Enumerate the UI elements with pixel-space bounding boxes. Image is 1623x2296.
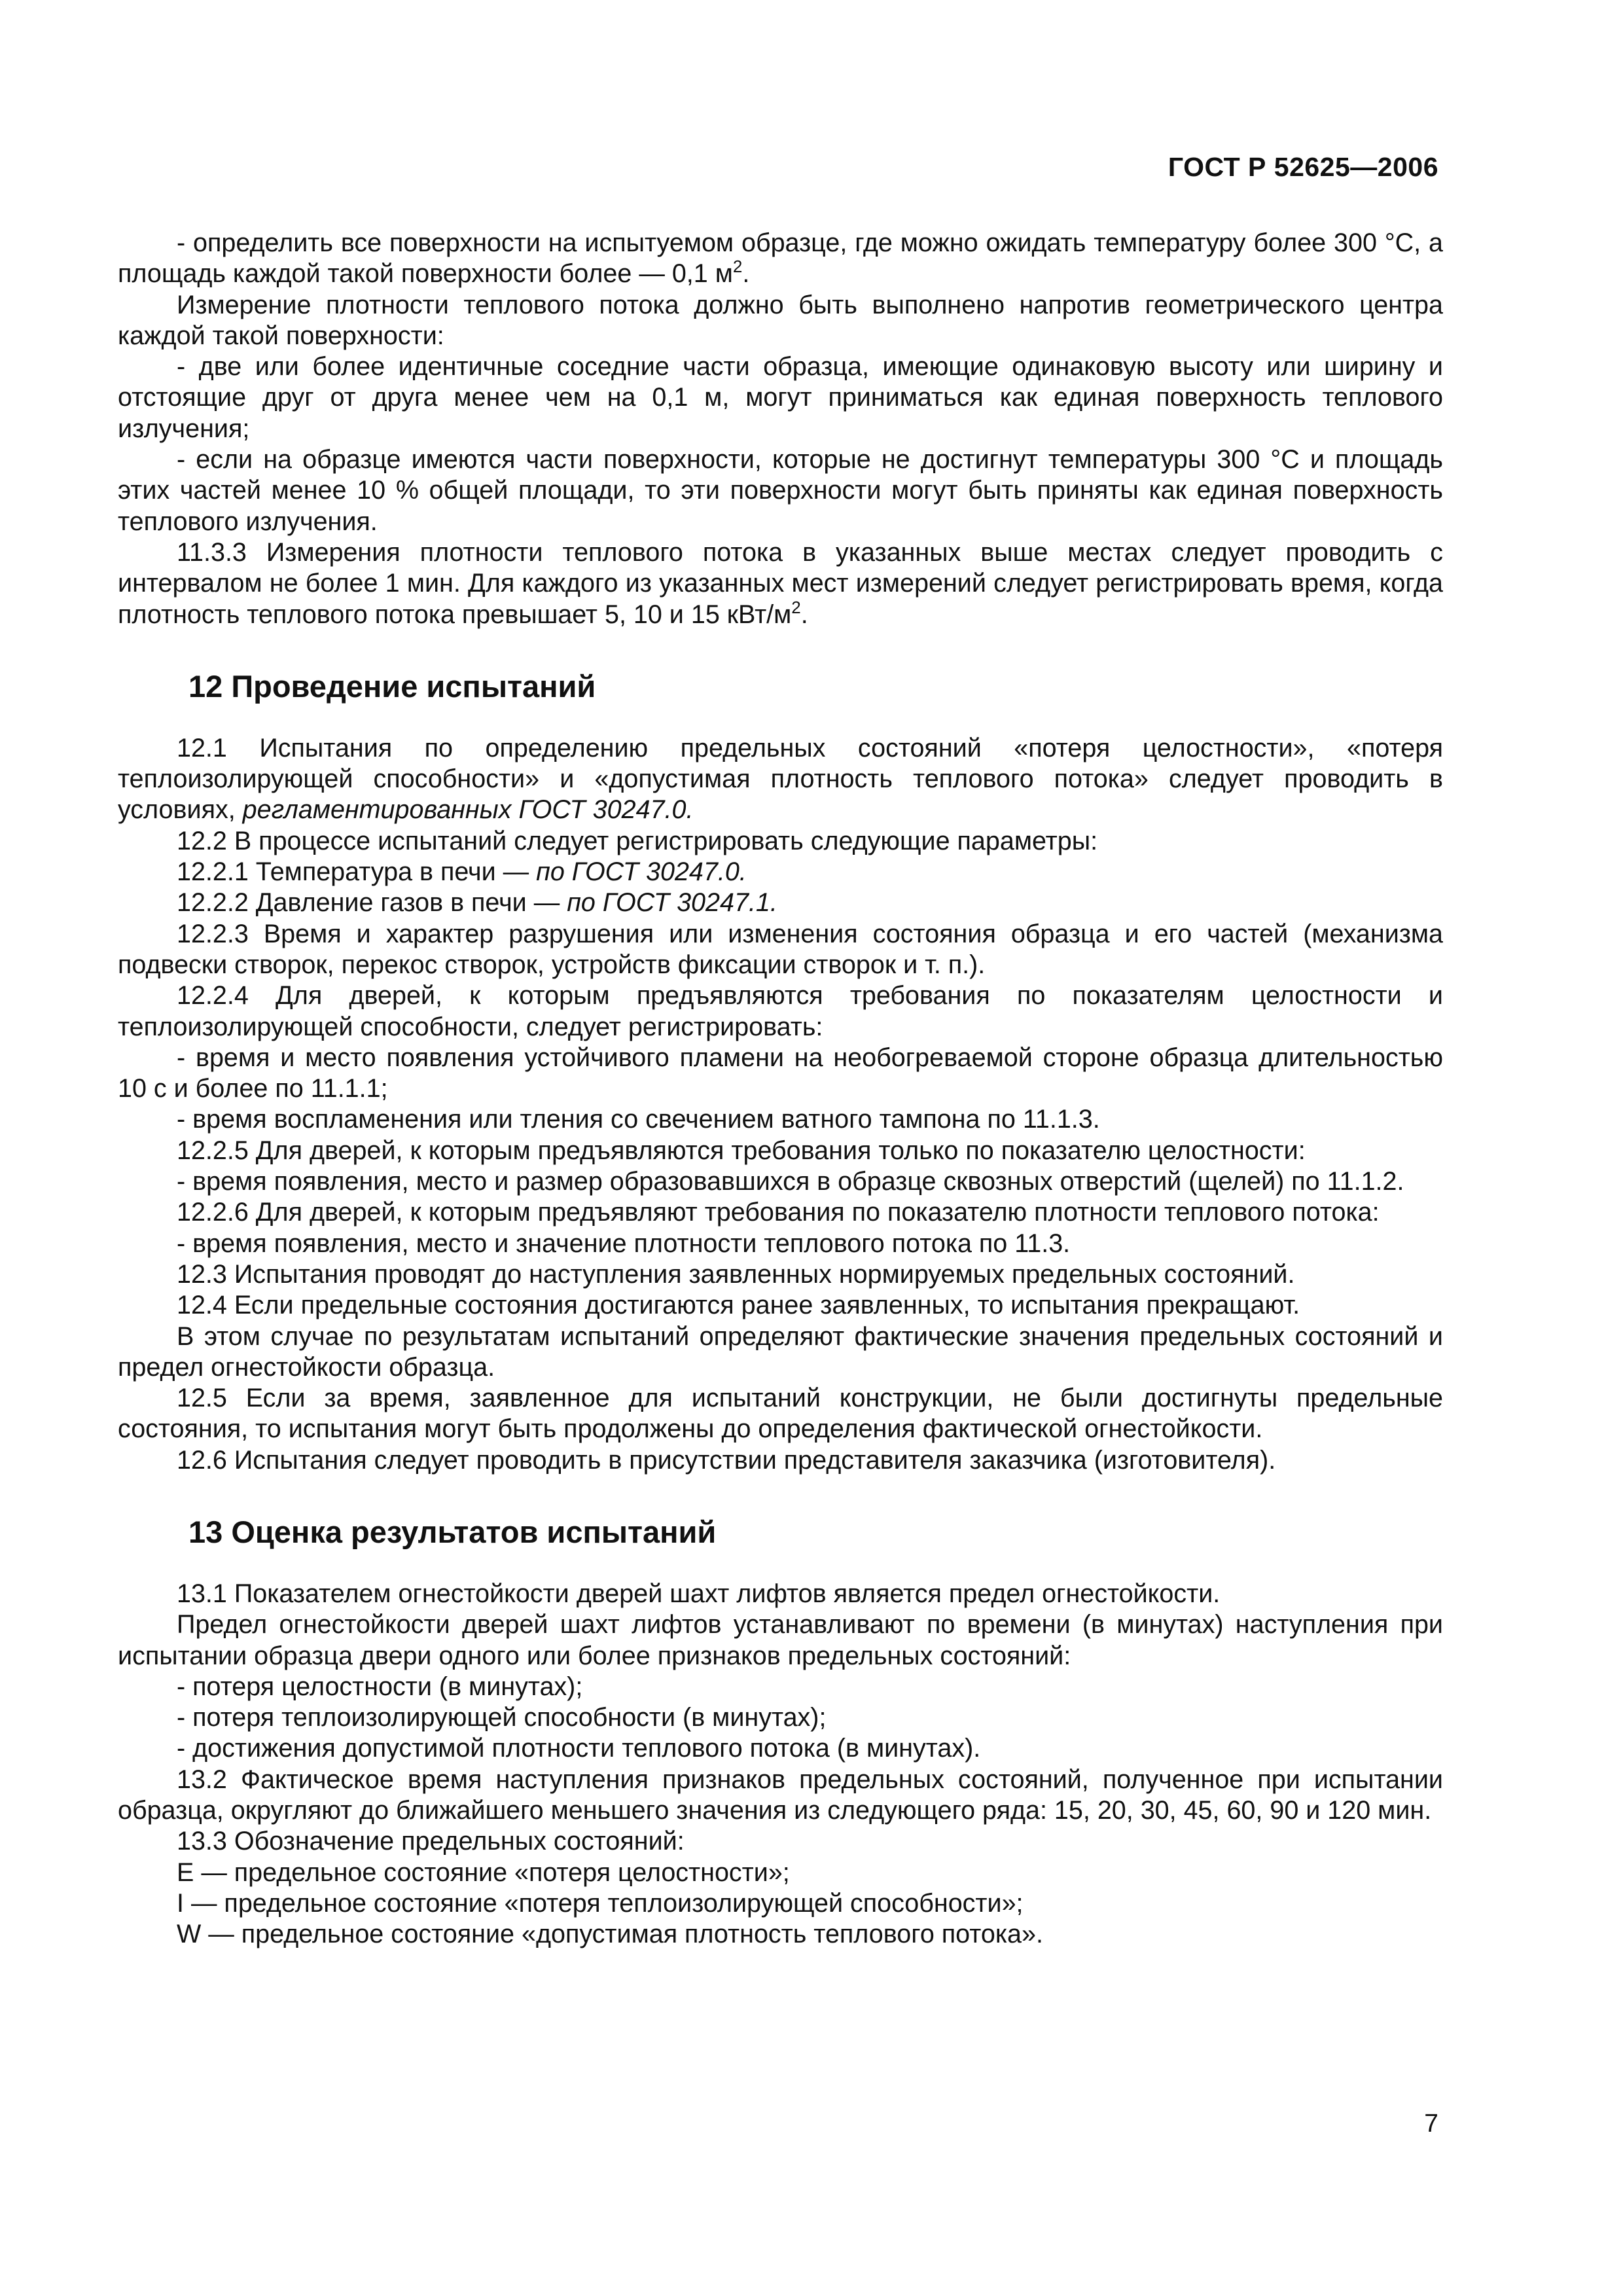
paragraph-12-2-3: 12.2.3 Время и характер разрушения или изменения состояния образца и его частей (механизма подвески створок, перекос створок, устройств фиксации створок и т. п.). bbox=[118, 919, 1443, 979]
list-item-heat-flux-limit: - достижения допустимой плотности теплового потока (в минутах). bbox=[177, 1734, 981, 1763]
paragraph-12-2-2 bbox=[118, 888, 1443, 918]
paragraph-text: 12.2.2 Давление газов в печи — bbox=[177, 888, 567, 918]
document-code-header: ГОСТ Р 52625—2006 bbox=[1168, 152, 1438, 182]
standard-reference: по ГОСТ 30247.1. bbox=[567, 888, 777, 918]
paragraph-12-3: 12.3 Испытания проводят до наступления заявленных нормируемых предельных состояний. bbox=[177, 1259, 1295, 1289]
paragraph-13-3: 13.3 Обозначение предельных состояний: bbox=[177, 1827, 685, 1856]
list-item-12-2-4-tampon: - время воспламенения или тления со свечением ватного тампона по 11.1.3. bbox=[177, 1105, 1100, 1134]
paragraph-11-3-3 bbox=[118, 537, 1443, 630]
list-item-12-2-5-openings: - время появления, место и размер образовавшихся в образце сквозных отверстий (щелей) по 11.1.2. bbox=[177, 1167, 1404, 1196]
superscript: 2 bbox=[732, 257, 743, 277]
paragraph-identical-parts: - две или более идентичные соседние части образца, имеющие одинаковую высоту или ширину и отстоящие друг от друга менее чем на 0,1 м, могут приниматься как единая поверхность теплового излучения; bbox=[118, 352, 1443, 443]
paragraph-surface-parts: - если на образце имеются части поверхности, которые не достигнут температуры 300 °С и площадь этих частей менее 10 % общей площади, то эти поверхности могут быть приняты как единая поверхность теплового излучения. bbox=[118, 445, 1443, 536]
section-heading-12: 12 Проведение испытаний bbox=[188, 668, 596, 704]
paragraph-12-5: 12.5 Если за время, заявленное для испытаний конструкции, не были достигнуты предельные состояния, то испытания могут быть продолжены до определения фактической огнестойкости. bbox=[118, 1384, 1443, 1444]
paragraph-text: . bbox=[742, 259, 750, 289]
paragraph-text: 12.1 Испытания по определению предельных состояний «потеря целостности», «потеря теплоизолирующей способности» и «допустимая плотность теплового потока» следует проводить в условиях, bbox=[118, 733, 1443, 825]
paragraph-13-1-continued: Предел огнестойкости дверей шахт лифтов устанавливают по времени (в минутах) наступления при испытании образца двери одного или более признаков предельных состояний: bbox=[118, 1610, 1443, 1670]
paragraph-text: 11.3.3 Измерения плотности теплового потока в указанных выше местах следует проводить с интервалом не более 1 мин. Для каждого из указанных мест измерений следует регистрировать время, когда плотность теплового потока превышает 5, 10 и 15 кВт/м bbox=[118, 537, 1443, 629]
paragraph-12-1 bbox=[118, 733, 1443, 826]
paragraph-12-2-5: 12.2.5 Для дверей, к которым предъявляются требования только по показателю целостности: bbox=[177, 1136, 1306, 1165]
designation-i: I — предельное состояние «потеря теплоизолирующей способности»; bbox=[177, 1888, 1024, 1918]
standard-reference: по ГОСТ 30247.0. bbox=[536, 857, 747, 887]
paragraph-13-1: 13.1 Показателем огнестойкости дверей шахт лифтов является предел огнестойкости. bbox=[177, 1579, 1221, 1608]
paragraph-12-4-continued: В этом случае по результатам испытаний определяют фактические значения предельных состояний и предел огнестойкости образца. bbox=[118, 1321, 1443, 1382]
paragraph-12-2-6: 12.2.6 Для дверей, к которым предъявляют требования по показателю плотности теплового потока: bbox=[177, 1198, 1380, 1227]
page-content bbox=[118, 228, 1443, 1950]
paragraph-text: - определить все поверхности на испытуемом образце, где можно ожидать температуру более 300 °С, а площадь каждой такой поверхности более — 0,1 м bbox=[118, 228, 1443, 289]
paragraph-12-2: 12.2 В процессе испытаний следует регистрировать следующие параметры: bbox=[177, 826, 1098, 855]
paragraph-surfaces bbox=[118, 228, 1443, 290]
standard-reference: регламентированных ГОСТ 30247.0. bbox=[242, 795, 694, 825]
paragraph-13-2: 13.2 Фактическое время наступления признаков предельных состояний, полученное при испытании образца, округляют до ближайшего меньшего значения из следующего ряда: 15, 20, 30, 45, 60, 90 и 120 мин. bbox=[118, 1765, 1443, 1825]
paragraph-text: 12.2.1 Температура в печи — bbox=[177, 857, 537, 887]
superscript: 2 bbox=[791, 597, 801, 617]
section-heading-13: 13 Оценка результатов испытаний bbox=[188, 1514, 717, 1549]
paragraph-text: . bbox=[800, 600, 808, 629]
list-item-12-2-6-heat-flux: - время появления, место и значение плотности теплового потока по 11.3. bbox=[177, 1229, 1071, 1258]
list-item-insulation-loss: - потеря теплоизолирующей способности (в минутах); bbox=[177, 1703, 827, 1732]
paragraph-measurement: Измерение плотности теплового потока должно быть выполнено напротив геометрического центра каждой такой поверхности: bbox=[118, 290, 1443, 350]
paragraph-12-6: 12.6 Испытания следует проводить в присутствии представителя заказчика (изготовителя). bbox=[177, 1445, 1276, 1475]
paragraph-12-2-1 bbox=[118, 857, 1443, 888]
list-item-integrity-loss: - потеря целостности (в минутах); bbox=[177, 1672, 583, 1701]
paragraph-12-2-4: 12.2.4 Для дверей, к которым предъявляются требования по показателям целостности и теплоизолирующей способности, следует регистрировать: bbox=[118, 981, 1443, 1041]
designation-w: W — предельное состояние «допустимая плотность теплового потока». bbox=[177, 1920, 1043, 1949]
list-item-12-2-4-flame: - время и место появления устойчивого пламени на необогреваемой стороне образца длительностью 10 с и более по 11.1.1; bbox=[118, 1043, 1443, 1103]
designation-e: E — предельное состояние «потеря целостности»; bbox=[177, 1857, 790, 1887]
paragraph-12-4: 12.4 Если предельные состояния достигаются ранее заявленных, то испытания прекращают. bbox=[177, 1291, 1300, 1320]
page-number: 7 bbox=[1424, 2109, 1438, 2138]
